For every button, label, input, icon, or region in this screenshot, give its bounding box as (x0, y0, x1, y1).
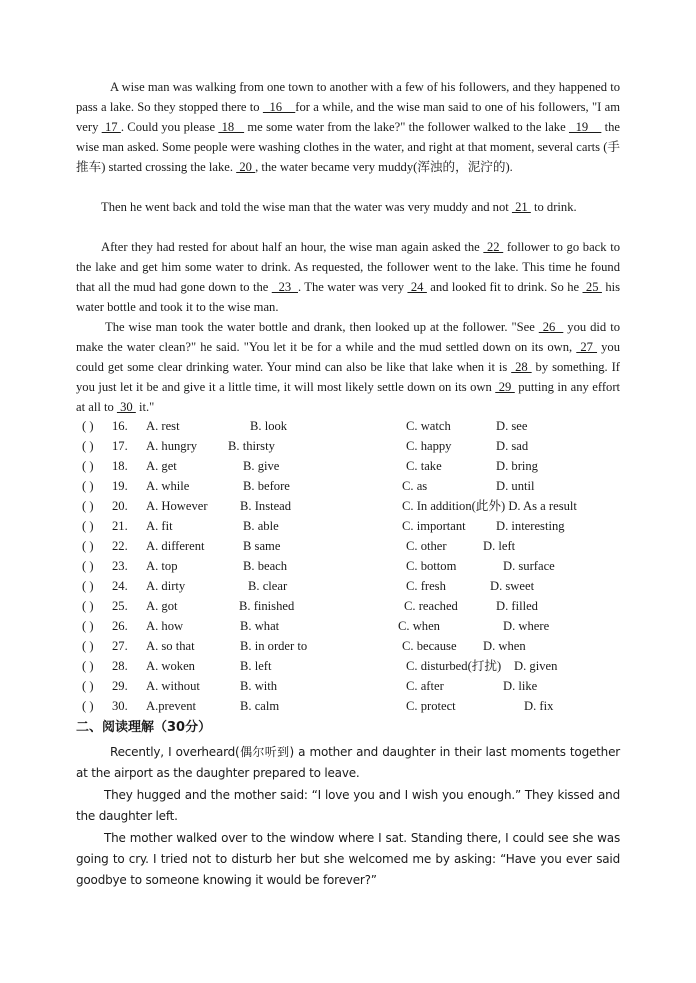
question-number: 27. (112, 639, 128, 653)
option-d: D. surface (503, 559, 555, 573)
option-b: B. calm (240, 699, 280, 713)
answer-bracket[interactable]: ( ) (82, 459, 94, 473)
question-number: 23. (112, 559, 128, 573)
answer-blank: 16 (262, 100, 296, 114)
question-row (76, 416, 636, 436)
passage-text: , the water became very muddy(浑浊的，泥泞的). (255, 160, 513, 174)
passage-paragraph-3 (76, 237, 620, 317)
option-d: D. until (496, 479, 535, 493)
question-row (76, 456, 636, 476)
passage-text: you could get some clear drinking water. Your mind can also be like that lake when it is (76, 340, 620, 374)
question-number: 24. (112, 579, 128, 593)
option-c: C. fresh (406, 579, 446, 593)
answer-blank: 28 (511, 360, 532, 374)
option-c: C. take (406, 459, 442, 473)
question-number: 22. (112, 539, 128, 553)
option-a: A.prevent (146, 699, 197, 713)
answer-bracket[interactable]: ( ) (82, 499, 94, 513)
answer-bracket[interactable]: ( ) (82, 559, 94, 573)
option-b: B same (243, 539, 281, 553)
option-c: C. when (398, 619, 440, 633)
option-d: D. when (483, 639, 526, 653)
answer-bracket[interactable]: ( ) (82, 679, 94, 693)
question-number: 25. (112, 599, 128, 613)
option-a: A. get (146, 459, 177, 473)
question-number: 16. (112, 419, 128, 433)
question-row (76, 536, 636, 556)
option-c: C. important (402, 519, 466, 533)
answer-blank: 29 (495, 380, 515, 394)
passage-text: putting in any effort at all to (76, 380, 621, 414)
reading-paragraph-2: They hugged and the mother said: “I love you and I wish you enough.” They kissed and the daughter left. (76, 788, 620, 823)
option-d: D. given (514, 659, 558, 673)
passage-text: . Could you please (120, 120, 219, 134)
question-number: 20. (112, 499, 128, 513)
passage-text: it." (135, 400, 155, 414)
answer-bracket[interactable]: ( ) (82, 659, 94, 673)
passage-text: Then he went back and told the wise man that the water was very muddy and not (101, 200, 512, 214)
option-d: D. bring (496, 459, 538, 473)
option-c: C. because (402, 639, 457, 653)
option-b: B. clear (248, 579, 288, 593)
option-c: C. watch (406, 419, 451, 433)
passage-text: follower to go back to the lake and get him some water to drink. As requested, the follower went to the lake. This time he found that all the mud had gone down to the (76, 240, 620, 294)
passage-text: The wise man took the water bottle and drank, then looked up at the follower. "See (105, 320, 539, 334)
option-c: C. as (402, 479, 428, 493)
option-c: C. protect (406, 699, 456, 713)
option-a: A. woken (146, 659, 195, 673)
answer-blank: 19 (568, 120, 602, 134)
question-row (76, 516, 636, 536)
passage-text: and looked fit to drink. So he (426, 280, 583, 294)
question-row (76, 496, 636, 516)
option-b: B. with (240, 679, 278, 693)
passage-text: A wise man was walking from one town to another with a few of his followers, and they happened to pass a lake. So they stopped there to (76, 80, 620, 114)
option-c: C. disturbed(打扰) (406, 659, 502, 673)
option-a: A. so that (146, 639, 195, 653)
option-a: A. hungry (146, 439, 198, 453)
answer-blank: 25 (582, 280, 602, 294)
question-number: 29. (112, 679, 128, 693)
option-b: B. able (243, 519, 279, 533)
passage-text: . The water was very (297, 280, 408, 294)
question-number: 18. (112, 459, 128, 473)
question-row (76, 576, 636, 596)
answer-bracket[interactable]: ( ) (82, 439, 94, 453)
section-title: 二、阅读理解（30分） (76, 720, 212, 735)
question-number: 30. (112, 699, 128, 713)
question-number: 28. (112, 659, 128, 673)
question-number: 26. (112, 619, 128, 633)
option-d: D. sweet (490, 579, 535, 593)
answer-bracket[interactable]: ( ) (82, 579, 94, 593)
option-a: A. dirty (146, 579, 186, 593)
question-number: 17. (112, 439, 128, 453)
option-a: A. how (146, 619, 184, 633)
question-number: 21. (112, 519, 128, 533)
option-b: B. give (243, 459, 280, 473)
answer-blank: 27 (576, 340, 598, 354)
answer-bracket[interactable]: ( ) (82, 599, 94, 613)
option-c: C. reached (404, 599, 458, 613)
passage-text: After they had rested for about half an hour, the wise man again asked the (101, 240, 484, 254)
option-b: B. thirsty (228, 439, 275, 453)
option-b: B. look (250, 419, 288, 433)
option-d: D. sad (496, 439, 529, 453)
option-b: B. before (243, 479, 290, 493)
question-row (76, 616, 636, 636)
answer-blank: 21 (511, 200, 531, 214)
passage-paragraph-2 (76, 197, 620, 217)
question-row (76, 676, 636, 696)
answer-bracket[interactable]: ( ) (82, 619, 94, 633)
answer-blank: 30 (116, 400, 136, 414)
passage-paragraph-4 (76, 317, 620, 417)
answer-bracket[interactable]: ( ) (82, 639, 94, 653)
passage-text: you did to make the water clean?" he said. "You let it be for a while and the mud settled down on its own, (76, 320, 620, 354)
answer-bracket[interactable]: ( ) (82, 519, 94, 533)
question-row (76, 696, 636, 716)
option-a: A. got (146, 599, 178, 613)
passage-paragraph-1 (76, 77, 620, 177)
option-d: D. like (503, 679, 538, 693)
option-d: D. see (496, 419, 528, 433)
option-d: D. left (483, 539, 516, 553)
option-d: D. fix (524, 699, 554, 713)
option-c: C. bottom (406, 559, 457, 573)
passage-text: me some water from the lake?" the follower walked to the lake (244, 120, 569, 134)
answer-blank: 20 (236, 160, 256, 174)
option-b: B. in order to (240, 639, 308, 653)
answer-bracket[interactable]: ( ) (82, 539, 94, 553)
option-b: B. Instead (240, 499, 292, 513)
question-row (76, 596, 636, 616)
passage-text: for a while, and the wise man said to one of his followers, "I am very (76, 100, 621, 134)
passage-text: to drink. (530, 200, 577, 214)
passage-text: by something. If you just let it be and give it a little time, it will most likely settle down on its own (76, 360, 620, 394)
answer-blank: 26 (538, 320, 564, 334)
answer-blank: 23 (271, 280, 298, 294)
question-row (76, 436, 636, 456)
question-row (76, 476, 636, 496)
question-row (76, 656, 636, 676)
option-b: B. what (240, 619, 280, 633)
option-b: B. left (240, 659, 272, 673)
passage-text: his water bottle and took it to the wise man. (76, 280, 621, 314)
answer-blank: 22 (483, 240, 504, 254)
question-row (76, 636, 636, 656)
reading-paragraph-3: The mother walked over to the window where I sat. Standing there, I could see she was going to cry. I tried not to disturb her but she welcomed me by asking: “Have you ever said goodbye to someone knowing it would be forever?” (76, 831, 620, 887)
option-a: A. without (146, 679, 200, 693)
option-d: D. filled (496, 599, 538, 613)
answer-bracket[interactable]: ( ) (82, 479, 94, 493)
option-c: C. other (406, 539, 447, 553)
answer-blank: 18 (218, 120, 245, 134)
option-d: D. interesting (496, 519, 565, 533)
passage-text: the wise man asked. Some people were washing clothes in the water, and right at that moment, several carts (手推车) started crossing the lake. (76, 120, 621, 174)
option-a: A. different (146, 539, 205, 553)
answer-bracket[interactable]: ( ) (82, 699, 94, 713)
option-c: C. after (406, 679, 444, 693)
option-c: C. happy (406, 439, 452, 453)
option-a: A. while (146, 479, 190, 493)
option-a: A. fit (146, 519, 173, 533)
answer-bracket[interactable]: ( ) (82, 419, 94, 433)
option-b: B. finished (239, 599, 295, 613)
option-a: A. rest (146, 419, 180, 433)
question-number: 19. (112, 479, 128, 493)
option-a: A. However (146, 499, 208, 513)
option-a: A. top (146, 559, 178, 573)
option-b: B. beach (243, 559, 288, 573)
reading-paragraph-1: Recently, I overheard(偶尔听到) a mother and daughter in their last moments together at the airport as the daughter prepared to leave. (76, 745, 620, 780)
answer-blank: 17 (101, 120, 121, 134)
option-c: C. In addition(此外) D. As a result (402, 499, 577, 513)
option-d: D. where (503, 619, 550, 633)
answer-blank: 24 (407, 280, 427, 294)
question-row (76, 556, 636, 576)
